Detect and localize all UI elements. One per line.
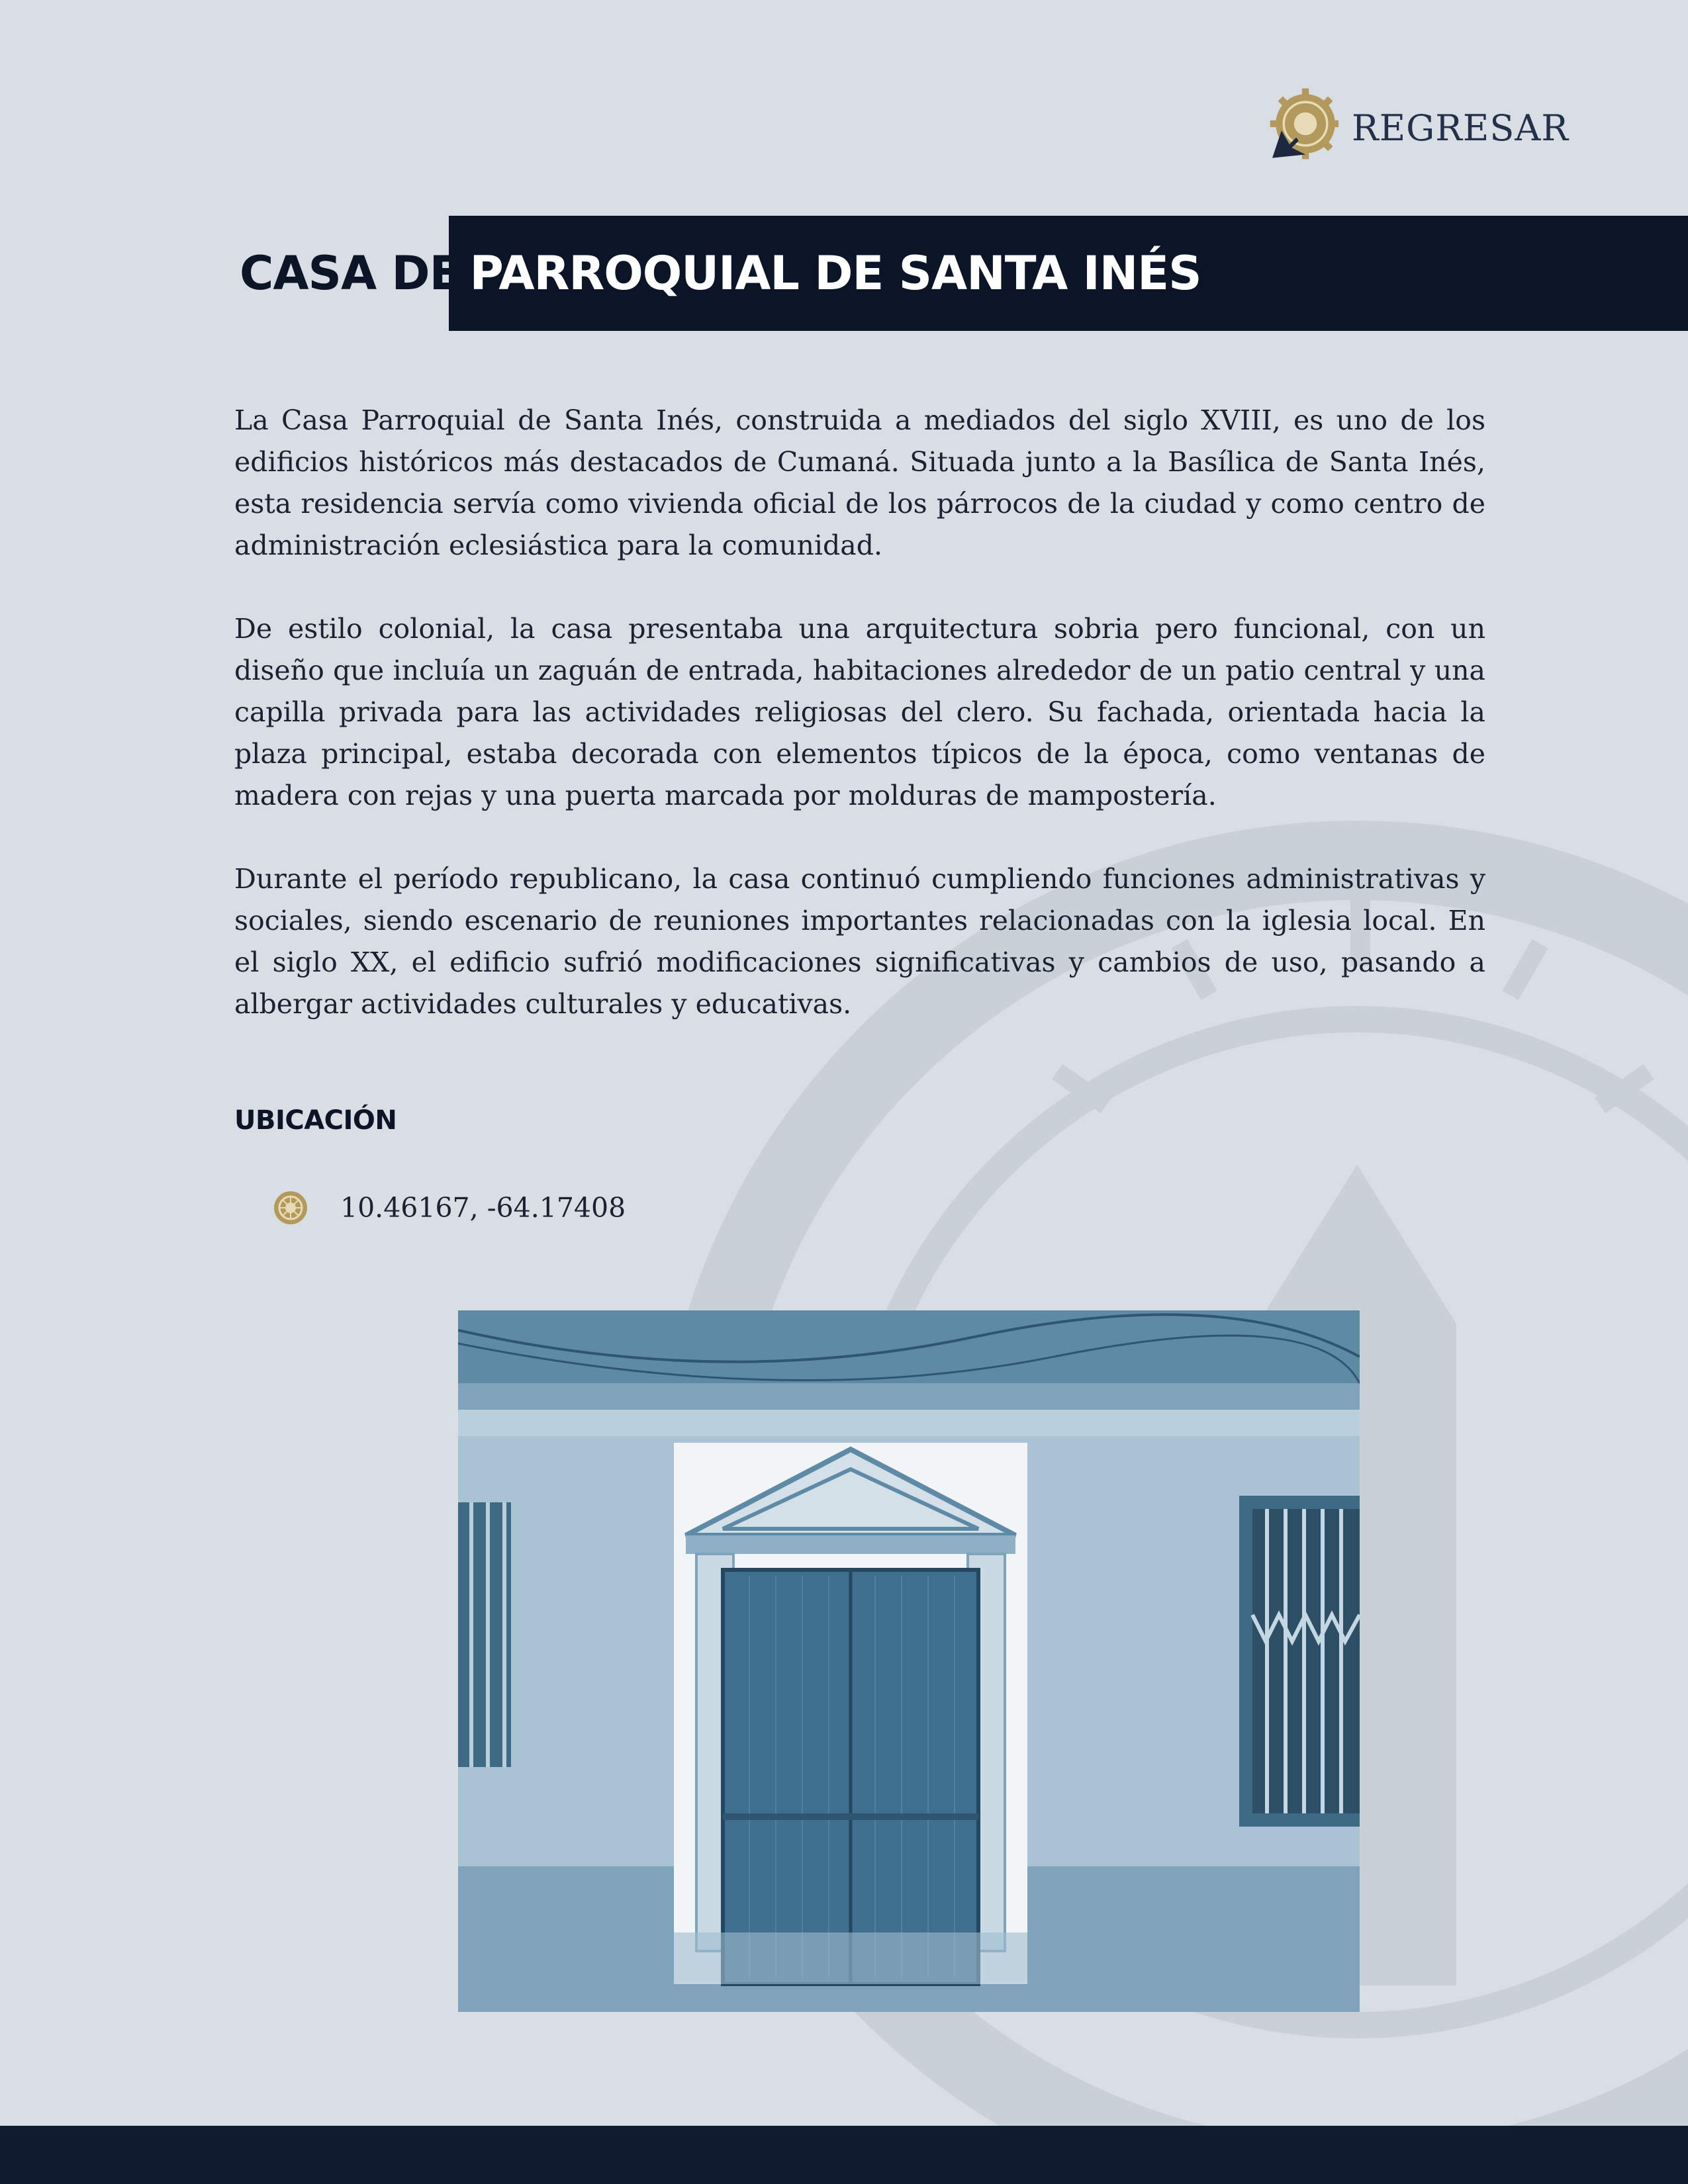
location-heading: UBICACIÓN [234,1105,397,1136]
location-coordinates: 10.46167, -64.17408 [340,1192,626,1224]
description-text [234,400,1485,1067]
paragraph: Durante el período republicano, la casa continuó cumpliendo funciones administrativas y sociales, siendo escenario de reuniones importantes relacionadas con la iglesia local. En el siglo XX, el edificio sufrió modificaciones significativas y cambios de uso, pasando a albergar actividades culturales y educativas. [234,863,1485,1020]
gold-medallion-icon [273,1190,308,1226]
facade-door-photo [458,1310,1360,2012]
gear-cursor-icon [1264,85,1338,171]
paragraph: La Casa Parroquial de Santa Inés, construida a mediados del siglo XVIII, es uno de los edificios históricos más destacados de Cumaná. Situada junto a la Basílica de Santa Inés, esta residencia servía como vivienda oficial de los párrocos de la ciudad y como centro de administración eclesiástica para la comunidad. [234,404,1485,561]
title-dark-part: CASA DE [240,246,461,300]
paragraph: De estilo colonial, la casa presentaba una arquitectura sobria pero funcional, con un diseño que incluía un zaguán de entrada, habitaciones alrededor de un patio central y una capilla privada para las actividades religiosas del clero. Su fachada, orientada hacia la plaza principal, estaba decorada con elementos típicos de la época, como ventanas de madera con rejas y una puerta marcada por molduras de mampostería. [234,613,1485,811]
back-label: REGRESAR [1352,107,1569,149]
footer-bar [0,2126,1688,2184]
location-item [273,1186,626,1230]
page-title [240,244,1201,303]
title-light-part: PARROQUIAL DE SANTA INÉS [469,246,1201,300]
back-button[interactable] [1264,85,1569,171]
